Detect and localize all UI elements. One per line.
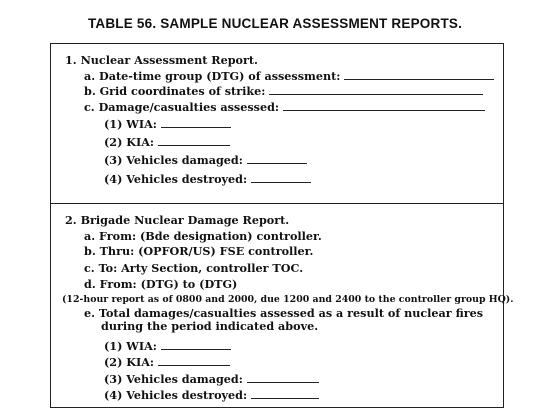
report1-item-c-blank[interactable] [283, 101, 485, 111]
report2-wia-blank[interactable] [161, 340, 231, 350]
report1-vehicles-destroyed-label: (4) Vehicles destroyed: [104, 172, 248, 186]
report2-item-e-line2: during the period indicated above. [101, 319, 319, 333]
report2-kia-label: (2) KIA: [104, 355, 155, 369]
report1-kia [104, 135, 230, 149]
report1-wia [104, 117, 231, 131]
report1-vehicles-damaged [104, 153, 307, 167]
report2-heading: 2. Brigade Nuclear Damage Report. [65, 213, 290, 227]
report2-kia [104, 355, 230, 369]
report2-vehicles-destroyed [104, 388, 319, 402]
report1-vehicles-destroyed-blank[interactable] [251, 173, 311, 183]
report2-vehicles-destroyed-blank[interactable] [251, 389, 319, 399]
report1-kia-blank[interactable] [158, 136, 230, 146]
report1-vehicles-damaged-blank[interactable] [247, 154, 307, 164]
report1-item-a-blank[interactable] [344, 70, 494, 80]
section-divider [51, 203, 503, 204]
report1-heading: 1. Nuclear Assessment Report. [65, 53, 258, 67]
report2-vehicles-destroyed-label: (4) Vehicles destroyed: [104, 388, 248, 402]
report1-item-a [84, 69, 494, 83]
report1-item-b-blank[interactable] [269, 85, 483, 95]
report2-vehicles-damaged-label: (3) Vehicles damaged: [104, 372, 243, 386]
report1-item-a-label: a. Date-time group (DTG) of assessment: [84, 69, 341, 83]
report2-vehicles-damaged-blank[interactable] [247, 373, 319, 383]
report2-item-e-line1: e. Total damages/casualties assessed as a result of nuclear fires [84, 306, 484, 320]
report2-item-b: b. Thru: (OPFOR/US) FSE controller. [84, 244, 314, 258]
report1-item-c-label: c. Damage/casualties assessed: [84, 100, 280, 114]
report2-vehicles-damaged [104, 372, 319, 386]
report1-item-c [84, 100, 485, 114]
report2-wia-label: (1) WIA: [104, 339, 157, 353]
report1-item-b [84, 84, 483, 98]
report2-schedule-note: (12-hour report as of 0800 and 2000, due 1200 and 2400 to the controller group HQ). [62, 294, 514, 305]
report2-wia [104, 339, 231, 353]
report1-wia-blank[interactable] [161, 118, 231, 128]
report1-item-b-label: b. Grid coordinates of strike: [84, 84, 266, 98]
report1-vehicles-destroyed [104, 172, 311, 186]
report1-kia-label: (2) KIA: [104, 135, 155, 149]
report2-item-e [84, 307, 499, 333]
report2-item-c: c. To: Arty Section, controller TOC. [84, 261, 304, 275]
report1-wia-label: (1) WIA: [104, 117, 157, 131]
report2-item-d: d. From: (DTG) to (DTG) [84, 277, 238, 291]
report2-item-a: a. From: (Bde designation) controller. [84, 229, 322, 243]
reports-frame [50, 43, 514, 408]
report2-kia-blank[interactable] [158, 356, 230, 366]
report1-vehicles-damaged-label: (3) Vehicles damaged: [104, 153, 243, 167]
table-title: TABLE 56. SAMPLE NUCLEAR ASSESSMENT REPORTS. [87, 16, 463, 31]
